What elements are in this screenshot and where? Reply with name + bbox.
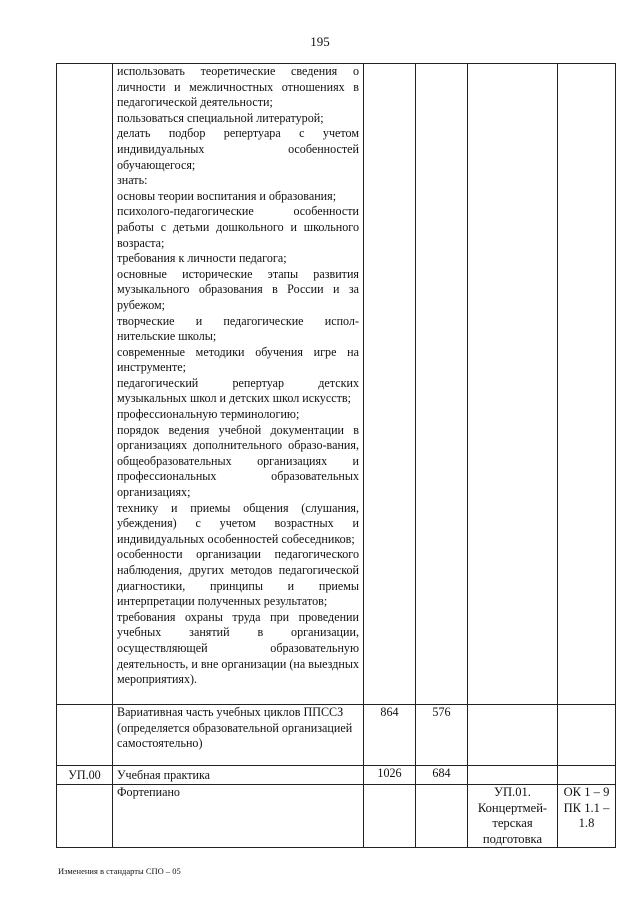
row-hours: 576 <box>416 705 468 766</box>
row-hours <box>416 64 468 705</box>
row-module: УП.01. Концертмей-терская подготовка <box>468 785 558 848</box>
row-module <box>468 766 558 785</box>
description-line: требования охраны труда при проведении учебных занятий в организации, осуществляющей образовательную деятельность, и вне организации (на выездных мероприятиях). <box>117 609 359 687</box>
description-line: знать: <box>117 173 148 188</box>
table-row <box>57 64 616 705</box>
description-line: использовать теоретические сведения о личности и межличностных отношениях в педагогической деятельности; <box>117 64 359 110</box>
row-description <box>113 705 364 766</box>
description-line: Вариативная часть учебных циклов ППССЗ <box>117 705 344 719</box>
description-line: пользоваться специальной литературой; <box>117 110 324 125</box>
row-description <box>113 766 364 785</box>
row-max-hours <box>364 785 416 848</box>
description-line: основы теории воспитания и образования; <box>117 188 337 203</box>
row-competences <box>558 705 616 766</box>
row-code: УП.00 <box>57 766 113 785</box>
description-line: (определяется образовательной организацией самостоятельно) <box>117 720 353 751</box>
row-hours <box>416 785 468 848</box>
row-competences <box>558 64 616 705</box>
page-number: 195 <box>310 34 330 49</box>
description-line: профессиональную терминологию; <box>117 407 300 422</box>
description-line: творческие и педагогические испол-нительские школы; <box>117 313 359 344</box>
description-line: Учебная практика <box>117 768 211 782</box>
description-line: педагогический репертуар детских музыкальных школ и детских школ искусств; <box>117 375 359 406</box>
description-line: технику и приемы общения (слушания, убеждения) с учетом возрастных и индивидуальных особенностей собеседников; <box>117 500 359 546</box>
description-line: требования к личности педагога; <box>117 251 287 266</box>
row-description <box>113 64 364 705</box>
description-line: современные методики обучения игре на инструменте; <box>117 344 359 375</box>
description-line: основные исторические этапы развития музыкального образования в России и за рубежом; <box>117 266 359 312</box>
description-line: порядок ведения учебной документации в организациях дополнительного образо-вания, общеобразовательных организациях и профессиональных образовательных организациях; <box>117 422 359 500</box>
table-row <box>57 705 616 766</box>
row-code <box>57 705 113 766</box>
description-line: психолого-педагогические особенности работы с детьми дошкольного и школьного возраста; <box>117 204 359 250</box>
description-line: делать подбор репертуара с учетом индивидуальных особенностей обучающегося; <box>117 126 359 172</box>
row-module <box>468 64 558 705</box>
row-module <box>468 705 558 766</box>
row-max-hours: 864 <box>364 705 416 766</box>
row-code <box>57 64 113 705</box>
row-competences: ОК 1 – 9 ПК 1.1 – 1.8 <box>558 785 616 848</box>
description-line: особенности организации педагогического наблюдения, других методов педагогической диагностики, принципы и приемы интерпретации полученных результатов; <box>117 547 359 609</box>
curriculum-table <box>56 63 616 848</box>
table-row <box>57 766 616 785</box>
row-max-hours <box>364 64 416 705</box>
row-description <box>113 785 364 848</box>
footer-note: Изменения в стандарты СПО – 05 <box>58 866 181 876</box>
row-code <box>57 785 113 848</box>
row-competences <box>558 766 616 785</box>
row-max-hours: 1026 <box>364 766 416 785</box>
table-row <box>57 785 616 848</box>
description-line: Фортепиано <box>117 785 180 799</box>
row-hours: 684 <box>416 766 468 785</box>
